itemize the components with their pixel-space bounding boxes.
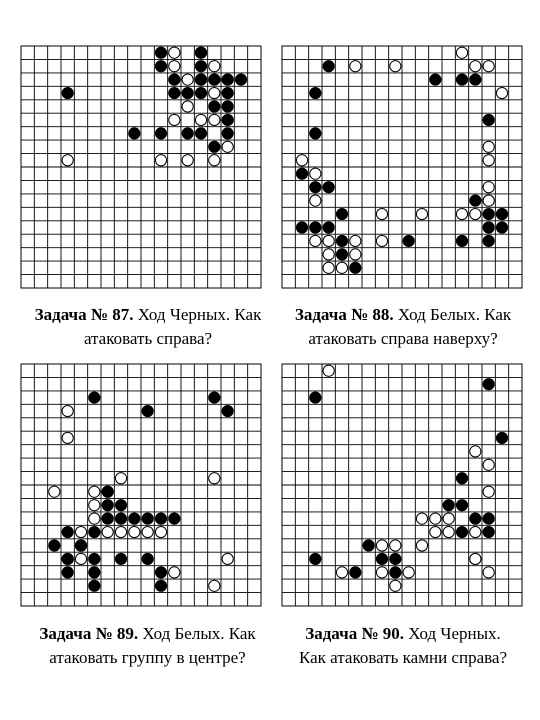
- board-88: [281, 45, 523, 289]
- black-stone: [350, 567, 361, 578]
- caption-87: [18, 303, 278, 351]
- black-stone: [323, 222, 334, 233]
- black-stone: [169, 87, 180, 98]
- white-stone: [129, 526, 140, 537]
- white-stone: [169, 114, 180, 125]
- black-stone: [296, 222, 307, 233]
- white-stone: [62, 405, 73, 416]
- black-stone: [209, 101, 220, 112]
- black-stone: [336, 235, 347, 246]
- white-stone: [390, 61, 401, 72]
- white-stone: [470, 208, 481, 219]
- caption-88: [272, 303, 534, 351]
- white-stone: [209, 87, 220, 98]
- white-stone: [443, 513, 454, 524]
- black-stone: [456, 473, 467, 484]
- black-stone: [310, 128, 321, 139]
- white-stone: [209, 473, 220, 484]
- problem-text: Ход Белых. Как атаковать справа наверху?: [308, 305, 512, 348]
- black-stone: [195, 128, 206, 139]
- white-stone: [456, 208, 467, 219]
- board-87: [20, 45, 262, 289]
- black-stone: [49, 540, 60, 551]
- white-stone: [376, 540, 387, 551]
- white-stone: [323, 249, 334, 260]
- black-stone: [222, 74, 233, 85]
- black-stone: [296, 168, 307, 179]
- black-stone: [155, 567, 166, 578]
- white-stone: [336, 567, 347, 578]
- white-stone: [376, 235, 387, 246]
- white-stone: [483, 141, 494, 152]
- black-stone: [222, 87, 233, 98]
- white-stone: [483, 486, 494, 497]
- problem-text: Ход Белых. Как атаковать группу в центре?: [49, 624, 256, 667]
- white-stone: [182, 101, 193, 112]
- black-stone: [102, 486, 113, 497]
- problem-number: Задача № 87.: [34, 305, 134, 324]
- white-stone: [470, 61, 481, 72]
- black-stone: [456, 500, 467, 511]
- black-stone: [169, 74, 180, 85]
- black-stone: [483, 208, 494, 219]
- black-stone: [470, 74, 481, 85]
- white-stone: [483, 195, 494, 206]
- black-stone: [142, 405, 153, 416]
- black-stone: [336, 249, 347, 260]
- problem-number: Задача № 90.: [305, 624, 405, 643]
- black-stone: [390, 567, 401, 578]
- black-stone: [310, 87, 321, 98]
- black-stone: [102, 513, 113, 524]
- black-stone: [483, 114, 494, 125]
- problem-text: Ход Черных. Как атаковать справа?: [83, 305, 262, 348]
- white-stone: [155, 155, 166, 166]
- problem-number: Задача № 88.: [294, 305, 394, 324]
- black-stone: [376, 553, 387, 564]
- white-stone: [49, 486, 60, 497]
- black-stone: [75, 540, 86, 551]
- black-stone: [89, 526, 100, 537]
- black-stone: [456, 235, 467, 246]
- black-stone: [195, 47, 206, 58]
- problem-number: Задача № 89.: [39, 624, 139, 643]
- white-stone: [142, 526, 153, 537]
- white-stone: [470, 526, 481, 537]
- white-stone: [155, 526, 166, 537]
- black-stone: [235, 74, 246, 85]
- white-stone: [169, 567, 180, 578]
- board-90: [281, 363, 523, 607]
- go-board-87: [20, 45, 262, 289]
- white-stone: [483, 459, 494, 470]
- black-stone: [209, 141, 220, 152]
- black-stone: [89, 580, 100, 591]
- black-stone: [483, 235, 494, 246]
- black-stone: [182, 128, 193, 139]
- white-stone: [182, 74, 193, 85]
- white-stone: [89, 513, 100, 524]
- black-stone: [496, 432, 507, 443]
- white-stone: [323, 235, 334, 246]
- black-stone: [470, 513, 481, 524]
- black-stone: [89, 392, 100, 403]
- black-stone: [310, 553, 321, 564]
- white-stone: [209, 61, 220, 72]
- black-stone: [102, 500, 113, 511]
- white-stone: [62, 155, 73, 166]
- black-stone: [155, 128, 166, 139]
- black-stone: [363, 540, 374, 551]
- problem-text: Как атаковать камни справа?: [298, 648, 508, 667]
- black-stone: [115, 500, 126, 511]
- white-stone: [403, 567, 414, 578]
- black-stone: [155, 513, 166, 524]
- black-stone: [483, 513, 494, 524]
- black-stone: [456, 526, 467, 537]
- white-stone: [209, 155, 220, 166]
- black-stone: [390, 553, 401, 564]
- caption-89: [30, 622, 265, 670]
- white-stone: [323, 262, 334, 273]
- black-stone: [155, 61, 166, 72]
- white-stone: [209, 580, 220, 591]
- white-stone: [296, 155, 307, 166]
- black-stone: [222, 128, 233, 139]
- white-stone: [195, 114, 206, 125]
- white-stone: [483, 61, 494, 72]
- white-stone: [456, 47, 467, 58]
- black-stone: [222, 114, 233, 125]
- black-stone: [62, 87, 73, 98]
- black-stone: [496, 222, 507, 233]
- black-stone: [323, 182, 334, 193]
- white-stone: [430, 513, 441, 524]
- black-stone: [456, 74, 467, 85]
- black-stone: [115, 513, 126, 524]
- white-stone: [222, 141, 233, 152]
- white-stone: [169, 47, 180, 58]
- white-stone: [310, 235, 321, 246]
- white-stone: [336, 262, 347, 273]
- go-board-88: [281, 45, 523, 289]
- white-stone: [310, 195, 321, 206]
- go-board-90: [281, 363, 523, 607]
- black-stone: [323, 61, 334, 72]
- black-stone: [142, 513, 153, 524]
- white-stone: [416, 540, 427, 551]
- black-stone: [129, 128, 140, 139]
- white-stone: [115, 526, 126, 537]
- black-stone: [222, 405, 233, 416]
- white-stone: [222, 553, 233, 564]
- black-stone: [115, 553, 126, 564]
- black-stone: [155, 580, 166, 591]
- black-stone: [336, 208, 347, 219]
- black-stone: [62, 526, 73, 537]
- black-stone: [483, 526, 494, 537]
- black-stone: [89, 553, 100, 564]
- white-stone: [75, 553, 86, 564]
- black-stone: [62, 567, 73, 578]
- white-stone: [376, 208, 387, 219]
- white-stone: [310, 168, 321, 179]
- black-stone: [443, 500, 454, 511]
- board-89: [20, 363, 262, 607]
- black-stone: [129, 513, 140, 524]
- white-stone: [350, 249, 361, 260]
- black-stone: [470, 195, 481, 206]
- black-stone: [195, 87, 206, 98]
- black-stone: [195, 74, 206, 85]
- white-stone: [182, 155, 193, 166]
- black-stone: [310, 392, 321, 403]
- black-stone: [483, 379, 494, 390]
- white-stone: [62, 432, 73, 443]
- white-stone: [483, 567, 494, 578]
- white-stone: [323, 365, 334, 376]
- black-stone: [310, 182, 321, 193]
- black-stone: [169, 513, 180, 524]
- white-stone: [390, 540, 401, 551]
- white-stone: [483, 155, 494, 166]
- white-stone: [350, 61, 361, 72]
- black-stone: [496, 208, 507, 219]
- white-stone: [483, 182, 494, 193]
- black-stone: [222, 101, 233, 112]
- white-stone: [376, 567, 387, 578]
- black-stone: [195, 61, 206, 72]
- black-stone: [142, 553, 153, 564]
- white-stone: [390, 580, 401, 591]
- white-stone: [169, 61, 180, 72]
- white-stone: [470, 446, 481, 457]
- white-stone: [496, 87, 507, 98]
- problem-suffix: Ход Черных.: [408, 624, 501, 643]
- black-stone: [310, 222, 321, 233]
- black-stone: [483, 222, 494, 233]
- black-stone: [350, 262, 361, 273]
- white-stone: [350, 235, 361, 246]
- white-stone: [89, 500, 100, 511]
- black-stone: [403, 235, 414, 246]
- white-stone: [89, 486, 100, 497]
- white-stone: [443, 526, 454, 537]
- black-stone: [182, 87, 193, 98]
- caption-90: [272, 622, 534, 670]
- white-stone: [115, 473, 126, 484]
- black-stone: [430, 74, 441, 85]
- white-stone: [430, 526, 441, 537]
- white-stone: [102, 526, 113, 537]
- white-stone: [416, 513, 427, 524]
- white-stone: [416, 208, 427, 219]
- white-stone: [209, 114, 220, 125]
- black-stone: [209, 392, 220, 403]
- black-stone: [155, 47, 166, 58]
- black-stone: [209, 74, 220, 85]
- black-stone: [62, 553, 73, 564]
- white-stone: [75, 526, 86, 537]
- black-stone: [89, 567, 100, 578]
- white-stone: [470, 553, 481, 564]
- go-board-89: [20, 363, 262, 607]
